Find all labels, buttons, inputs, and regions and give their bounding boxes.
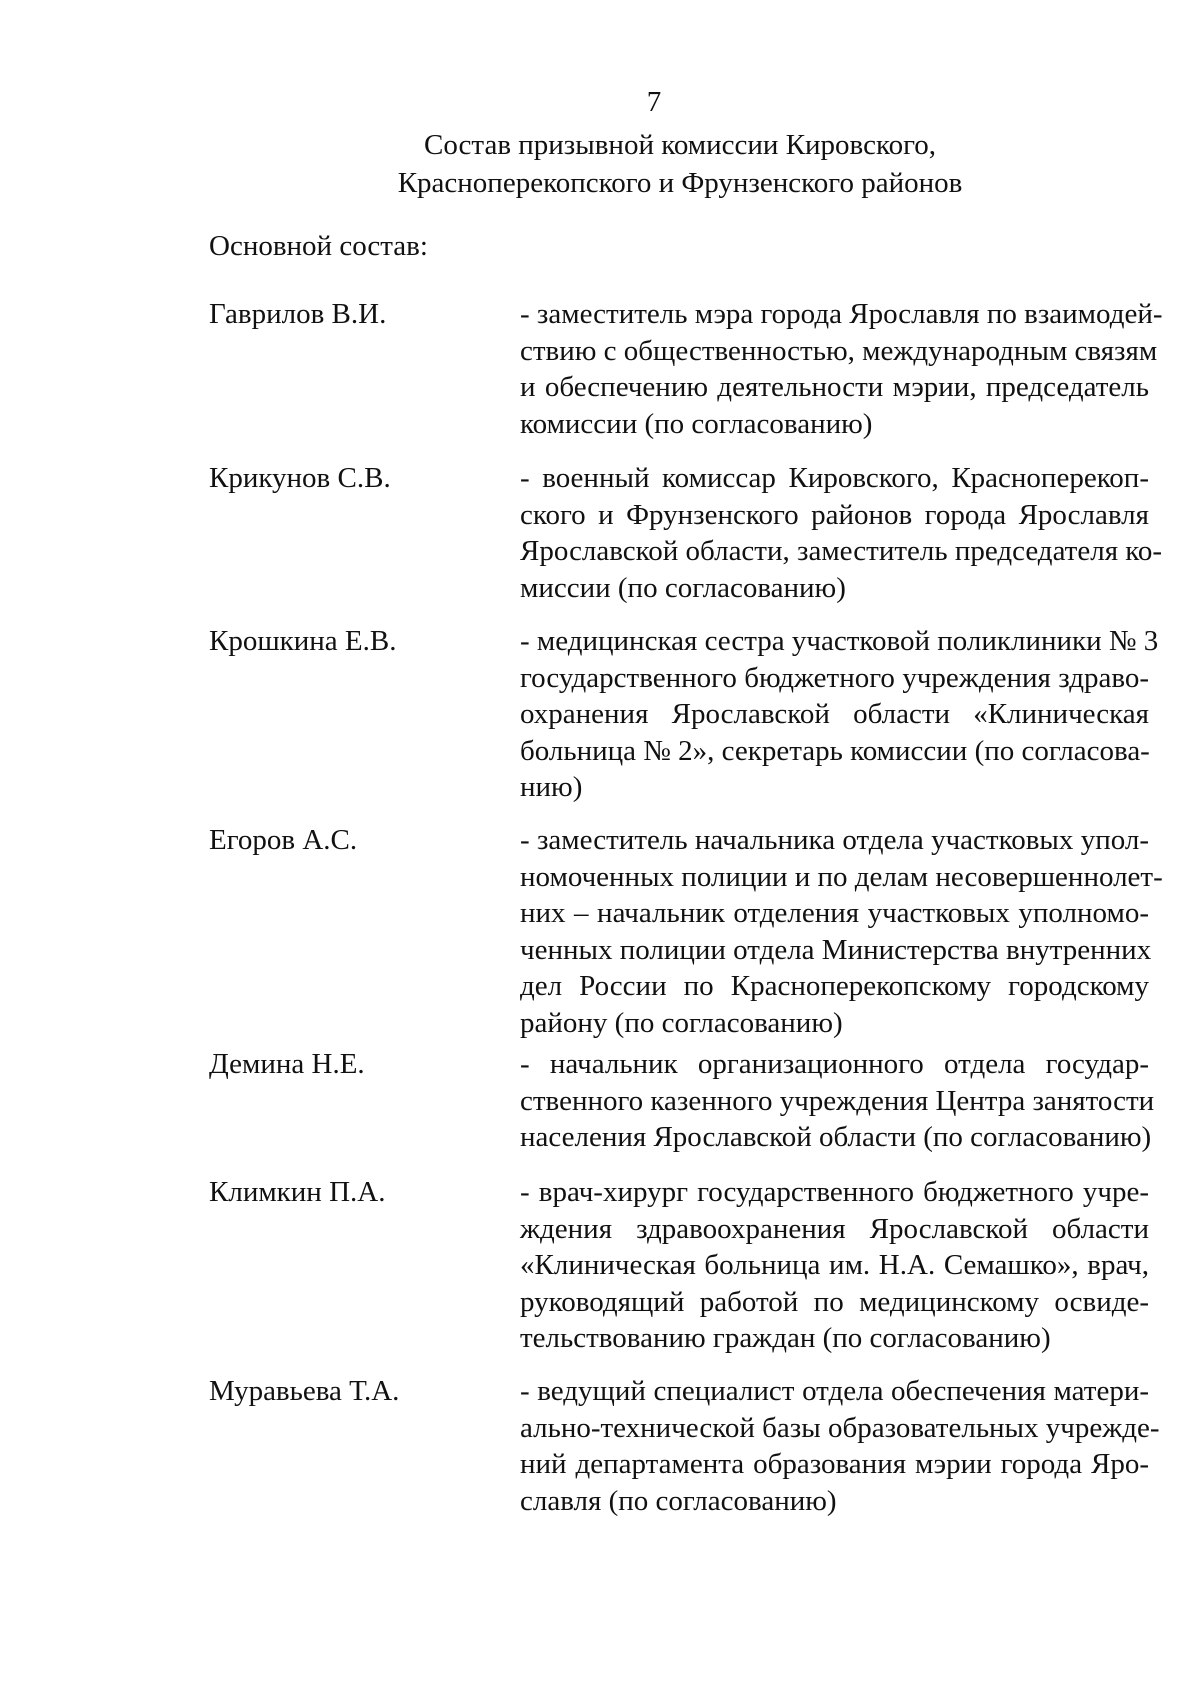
member-role	[520, 623, 1159, 806]
role-line: ально-технической базы образовательных учрежде-	[520, 1411, 1160, 1444]
role-line: - ведущий специалист отдела обеспечения матери-	[520, 1375, 1149, 1407]
member-role	[520, 296, 1163, 442]
member-name: Егоров А.С.	[209, 824, 358, 856]
role-line: больница № 2», секретарь комиссии (по согласова-	[520, 734, 1150, 767]
role-line: ствию с общественностью, международным связям	[520, 334, 1158, 367]
role-line: и обеспечению деятельности мэрии, председатель	[520, 371, 1149, 403]
member-role	[520, 1373, 1160, 1519]
role-line: ственного казенного учреждения Центра занятости	[520, 1084, 1155, 1117]
title-line-1: Состав призывной комиссии Кировского,	[423, 129, 936, 161]
role-line: - медицинская сестра участковой поликлиники № 3	[520, 625, 1159, 657]
role-line: руководящий работой по медицинскому освиде-	[520, 1285, 1149, 1318]
member-name: Климкин П.А.	[209, 1176, 386, 1208]
role-line: населения Ярославской области (по согласованию)	[520, 1121, 1152, 1153]
role-line: комиссии (по согласованию)	[520, 407, 873, 440]
member-role	[520, 1046, 1155, 1156]
role-line: дел России по Красноперекопскому городскому	[520, 970, 1149, 1002]
member-name: Крикунов С.В.	[209, 462, 391, 494]
member-role	[520, 1174, 1149, 1357]
role-line: району (по согласованию)	[520, 1006, 843, 1039]
role-line: ний департамента образования мэрии города Яро-	[520, 1448, 1149, 1480]
role-line: них – начальник отделения участковых уполномо-	[520, 897, 1149, 929]
role-line: ждения здравоохранения Ярославской области	[520, 1212, 1149, 1245]
role-line: - врач-хирург государственного бюджетного учре-	[520, 1176, 1149, 1208]
role-line: Ярославской области, заместитель председателя ко-	[520, 535, 1163, 567]
role-line: - военный комиссар Кировского, Красноперекоп-	[520, 462, 1149, 494]
role-line: государственного бюджетного учреждения здраво-	[520, 661, 1149, 694]
role-line: нию)	[520, 771, 583, 803]
role-line: славля (по согласованию)	[520, 1484, 837, 1517]
member-name: Муравьева Т.А.	[209, 1375, 400, 1407]
role-line: ченных полиции отдела Министерства внутренних	[520, 933, 1152, 966]
member-name: Крошкина Е.В.	[209, 625, 397, 657]
role-line: ского и Фрунзенского районов города Ярославля	[520, 498, 1149, 531]
member-name: Демина Н.Е.	[209, 1048, 365, 1080]
section-label: Основной состав:	[209, 230, 428, 262]
page-number: 7	[646, 86, 662, 118]
role-line: - заместитель мэра города Ярославля по взаимодей-	[520, 298, 1163, 330]
role-line: - заместитель начальника отдела участковых упол-	[520, 824, 1149, 856]
role-line: «Клиническая больница им. Н.А. Семашко», врач,	[520, 1249, 1149, 1281]
title-line-2: Красноперекопского и Фрунзенского районов	[397, 167, 963, 199]
member-role	[520, 822, 1163, 1041]
role-line: номоченных полиции и по делам несовершеннолет-	[520, 860, 1163, 893]
role-line: - начальник организационного отдела государ-	[520, 1048, 1149, 1080]
member-role	[520, 460, 1163, 606]
role-line: охранения Ярославской области «Клиническая	[520, 698, 1149, 730]
role-line: миссии (по согласованию)	[520, 571, 846, 604]
page-title	[330, 126, 1030, 202]
member-name: Гаврилов В.И.	[209, 298, 387, 330]
role-line: тельствованию граждан (по согласованию)	[520, 1322, 1051, 1354]
